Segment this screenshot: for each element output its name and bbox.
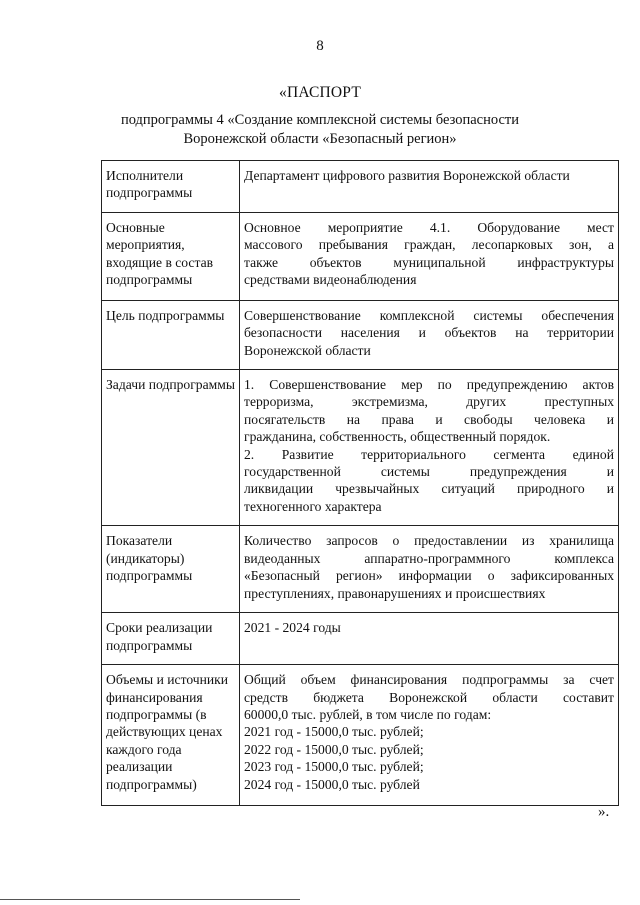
row-label: Основные мероприятия, входящие в состав подпрограммы — [102, 212, 240, 300]
page-number: 8 — [316, 38, 324, 54]
document-title: «ПАСПОРТ — [279, 84, 361, 101]
row-label: Показатели (индикаторы) подпрограммы — [102, 526, 240, 613]
table-row-funding — [102, 665, 619, 806]
row-label: Сроки реализации подпрограммы — [102, 613, 240, 665]
row-label: Задачи подпрограммы — [102, 370, 240, 526]
row-label: Объемы и источники финансирования подпрограммы (в действующих ценах каждого года реализации подпрограммы) — [102, 665, 240, 806]
passport-table — [101, 160, 619, 806]
table-row-goal — [102, 300, 619, 369]
row-value: Департамент цифрового развития Воронежской области — [240, 161, 619, 213]
closing-quote: ». — [598, 804, 610, 820]
row-label: Исполнители подпрограммы — [102, 161, 240, 213]
row-value: Общий объем финансирования подпрограммы за счет средств бюджета Воронежской области составит 60000,0 тыс. рублей, в том числе по годам: 2021 год - 15000,0 тыс. рублей; 2022 год - 15000,0 тыс. рублей; 2023 год - 15000,0 тыс. рублей; 2024 год - 15000,0 тыс. рублей — [240, 665, 619, 806]
table-row-indicators — [102, 526, 619, 613]
table-row-executors — [102, 161, 619, 213]
subtitle-line: Воронежской области «Безопасный регион» — [183, 131, 457, 147]
table-row-tasks — [102, 370, 619, 526]
table-row-timeline — [102, 613, 619, 665]
subtitle-line: подпрограммы 4 «Создание комплексной системы безопасности — [120, 112, 520, 128]
row-value: Количество запросов о предоставлении из хранилища видеоданных аппаратно-программного комплекса «Безопасный регион» информации о зафиксированных преступлениях, правонарушениях и происшествиях — [240, 526, 619, 613]
row-value: Совершенствование комплексной системы обеспечения безопасности населения и объектов на территории Воронежской области — [240, 300, 619, 369]
table-row-main-activities — [102, 212, 619, 300]
footer-divider — [0, 899, 300, 900]
document-subtitle — [60, 111, 580, 149]
row-label: Цель подпрограммы — [102, 300, 240, 369]
row-value: 2021 - 2024 годы — [240, 613, 619, 665]
row-value: 1. Совершенствование мер по предупреждению актов терроризма, экстремизма, других преступных посягательств на права и свободы человека и гражданина, собственность, общественный порядок. 2. Развитие территориального сегмента единой государственной системы предупреждения и ликвидации чрезвычайных ситуаций природного и техногенного характера — [240, 370, 619, 526]
row-value: Основное мероприятие 4.1. Оборудование мест массового пребывания граждан, лесопарковых зон, а также объектов муниципальной инфраструктуры средствами видеонаблюдения — [240, 212, 619, 300]
